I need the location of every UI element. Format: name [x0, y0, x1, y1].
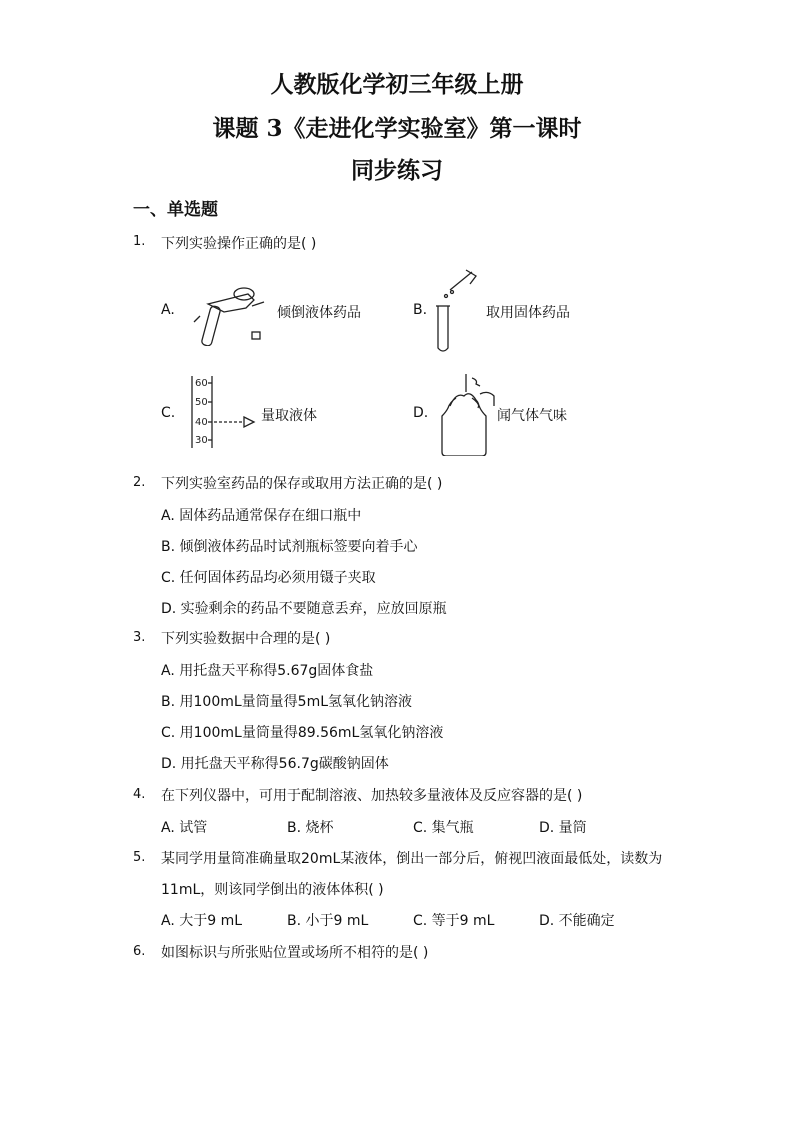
option: A. 大于9 mL — [161, 913, 243, 929]
question-number: 6. — [133, 944, 146, 959]
section-heading: 一、单选题 — [133, 200, 218, 220]
option-b-caption: 取用固体药品 — [486, 305, 570, 321]
scale-label: 40 — [195, 417, 208, 428]
question-number: 2. — [133, 475, 146, 490]
question-text: 某同学用量筒准确量取20mL某液体，倒出一部分后，俯视凹液面最低处，读数为 — [161, 851, 663, 867]
option: C. 等于9 mL — [413, 913, 495, 929]
option: D. 实验剩余的药品不要随意丢弃，应放回原瓶 — [161, 601, 447, 617]
option-d-letter: D. — [413, 405, 429, 421]
pour-liquid-illustration — [186, 276, 270, 346]
option: B. 用100mL量筒量得5mL氢氧化钠溶液 — [161, 694, 413, 710]
option: B. 烧杯 — [287, 820, 334, 836]
option-c-letter: C. — [161, 405, 176, 421]
graduated-cylinder-illustration — [186, 374, 258, 450]
question-number: 1. — [133, 234, 146, 249]
scale-label: 50 — [195, 397, 208, 408]
question-number: 3. — [133, 630, 146, 645]
question-text: 下列实验数据中合理的是( ) — [161, 631, 331, 647]
question-number: 4. — [133, 787, 146, 802]
option: D. 用托盘天平称得56.7g碳酸钠固体 — [161, 756, 389, 772]
scale-label: 60 — [195, 378, 208, 389]
question-text: 下列实验室药品的保存或取用方法正确的是( ) — [161, 476, 443, 492]
option: C. 用100mL量筒量得89.56mL氢氧化钠溶液 — [161, 725, 444, 741]
question-text: 下列实验操作正确的是( ) — [161, 236, 317, 252]
option-d-caption: 闻气体气味 — [497, 408, 567, 424]
question-text: 如图标识与所张贴位置或场所不相符的是( ) — [161, 945, 429, 961]
question-number: 5. — [133, 850, 146, 865]
option-a-letter: A. — [161, 302, 175, 318]
question-text-continued: 11mL，则该同学倒出的液体体积( ) — [161, 882, 384, 898]
option-c-caption: 量取液体 — [261, 408, 317, 424]
question-text: 在下列仪器中，可用于配制溶液、加热较多量液体及反应容器的是( ) — [161, 788, 583, 804]
option: A. 试管 — [161, 820, 208, 836]
option-b-letter: B. — [413, 302, 428, 318]
solid-reagent-illustration — [430, 266, 482, 356]
option: D. 量筒 — [539, 820, 587, 836]
title-line-2: 课题 3《走进化学实验室》第一课时 — [212, 115, 582, 142]
option: C. 集气瓶 — [413, 820, 474, 836]
option: A. 固体药品通常保存在细口瓶中 — [161, 508, 362, 524]
scale-label: 30 — [195, 435, 208, 446]
option: A. 用托盘天平称得5.67g固体食盐 — [161, 663, 374, 679]
smell-gas-illustration — [436, 372, 496, 456]
option: B. 小于9 mL — [287, 913, 369, 929]
option: D. 不能确定 — [539, 913, 615, 929]
title-line-3: 同步练习 — [351, 157, 443, 184]
title-line-1: 人教版化学初三年级上册 — [270, 71, 524, 98]
option-a-caption: 倾倒液体药品 — [277, 305, 361, 321]
option: C. 任何固体药品均必须用镊子夹取 — [161, 570, 376, 586]
option: B. 倾倒液体药品时试剂瓶标签要向着手心 — [161, 539, 418, 555]
